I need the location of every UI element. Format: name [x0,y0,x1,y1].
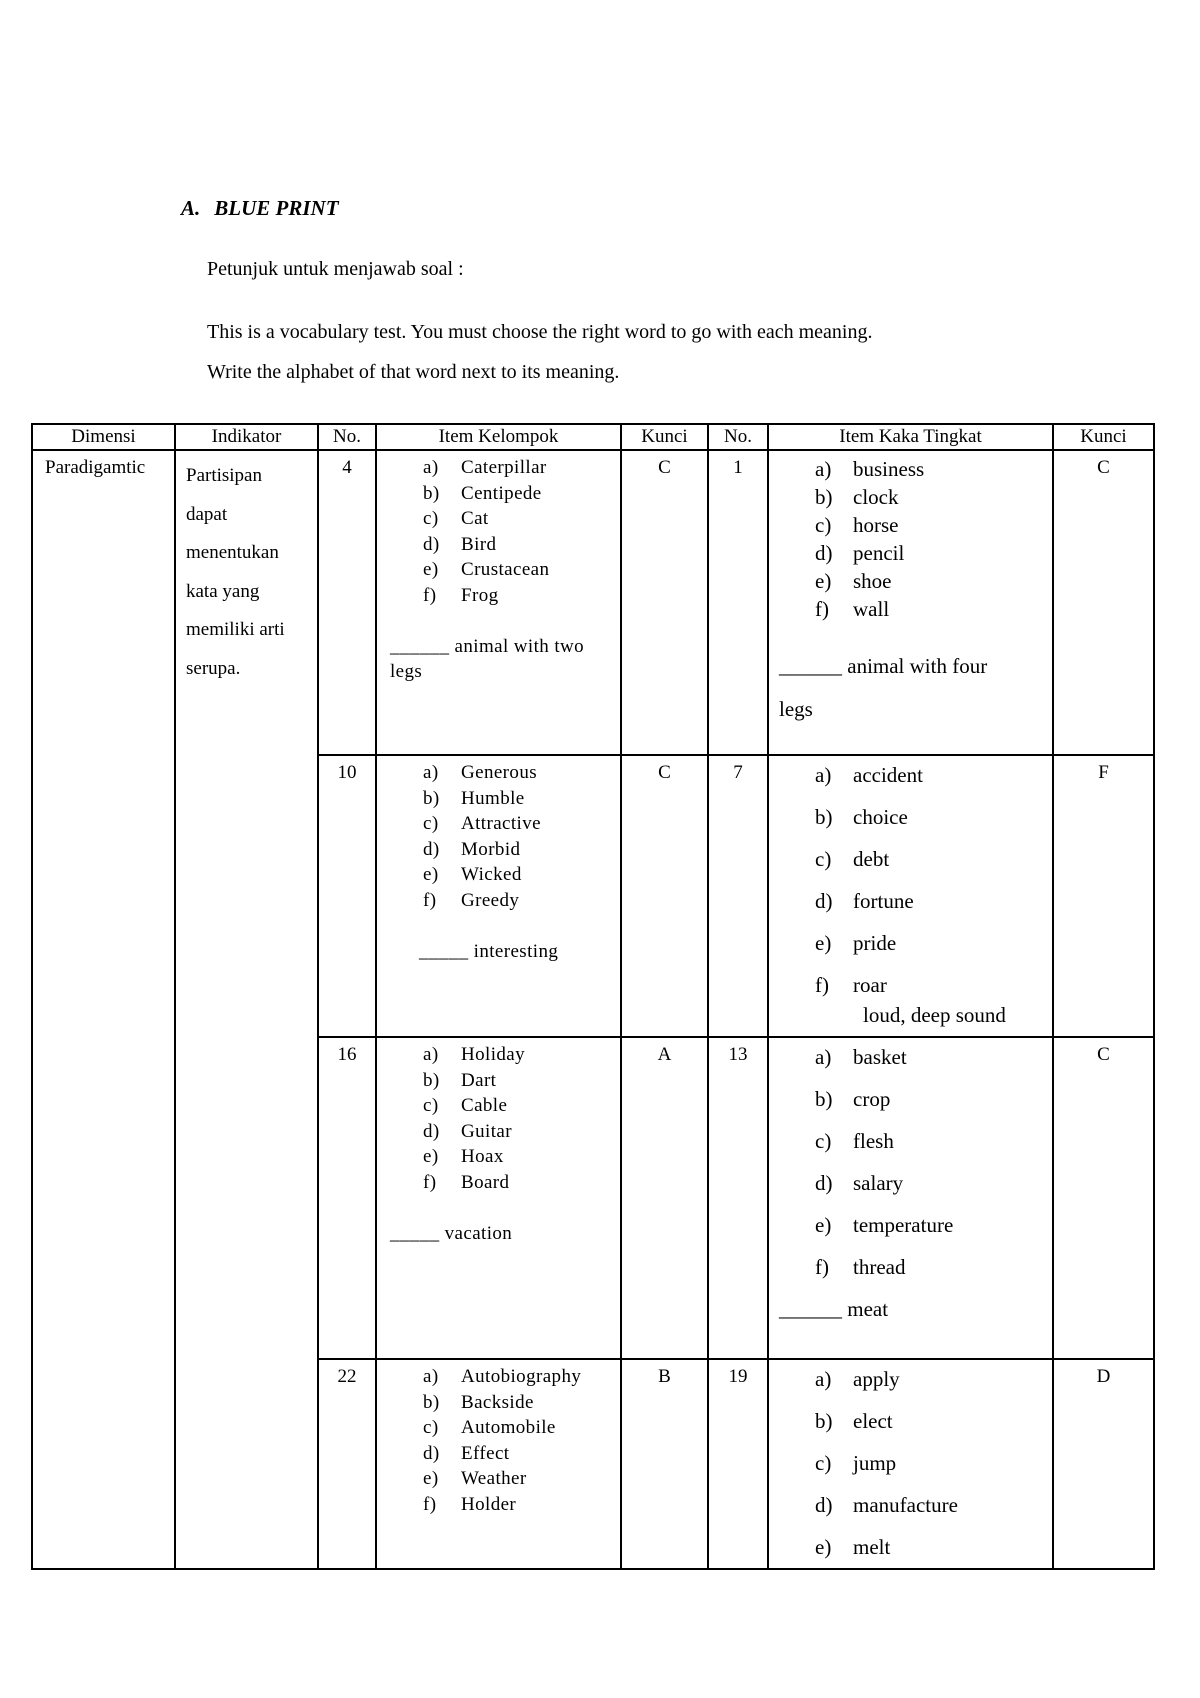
option-word: fortune [853,889,914,913]
dimensi-cell: Paradigamtic [32,450,175,1569]
option-word: jump [853,1451,897,1475]
option-letter: e) [423,864,439,885]
item-kelompok-cell [376,755,621,1037]
option [769,1358,1052,1400]
option-word: pencil [853,541,905,565]
option [377,583,620,609]
option-letter: e) [423,559,439,580]
option [769,796,1052,838]
option [769,1442,1052,1484]
option-letter: f) [423,1493,437,1515]
option-word: horse [853,513,899,537]
option-letter: a) [423,762,439,783]
kunci-cell: A [621,1037,708,1359]
question-stem: loud, deep sound [863,1003,1006,1027]
option [377,532,620,558]
option-letter: a) [423,457,439,478]
kunci-cell: B [621,1359,708,1569]
no-cell: 22 [318,1359,376,1569]
option-word: choice [853,805,908,829]
option-list [769,1036,1052,1288]
question-stem: _____ interesting [419,941,559,962]
option-letter: a) [423,1044,439,1065]
option [377,1144,620,1170]
option-letter: c) [815,1129,832,1153]
option-word: clock [853,485,899,509]
option-word: basket [853,1045,907,1069]
header-item-kaka-tingkat: Item Kaka Tingkat [768,424,1053,450]
option-letter: b) [815,805,833,829]
option-word: Attractive [461,813,541,834]
option [377,1441,620,1467]
option-letter: f) [423,1171,437,1193]
option-word: shoe [853,569,892,593]
option-word: pride [853,931,897,955]
kunci-cell-2: D [1053,1359,1154,1569]
option-list [377,760,620,913]
option [377,862,620,888]
option-word: elect [853,1409,893,1433]
option [377,786,620,812]
option [769,1078,1052,1120]
header-no-2: No. [708,424,768,450]
option-word: Holiday [461,1044,526,1065]
option-word: melt [853,1535,891,1559]
option-letter: b) [815,1087,833,1111]
option-list [377,1042,620,1195]
option-list [769,1358,1052,1568]
option-letter: f) [423,889,437,911]
indikator-line: kata yang [186,580,260,602]
option-word: Weather [461,1468,527,1489]
instructions-line-2: Write the alphabet of that word next to its meaning. [207,361,620,383]
option-letter: c) [423,813,439,834]
no-cell: 16 [318,1037,376,1359]
header-item-kelompok: Item Kelompok [376,424,621,450]
option-word: flesh [853,1129,894,1153]
option-word: Frog [461,584,499,606]
option-word: Morbid [461,838,521,860]
option-word: Hoax [461,1146,504,1167]
header-kunci-2: Kunci [1053,424,1154,450]
option-letter: b) [423,1391,440,1413]
option-word: Effect [461,1442,510,1464]
option-letter: e) [423,1468,439,1489]
item-kaka-tingkat-cell [768,1359,1053,1569]
option [377,1415,620,1441]
item-kaka-tingkat-cell [768,1037,1053,1359]
option [377,811,620,837]
option-letter: a) [423,1366,439,1387]
option-word: crop [853,1087,891,1111]
option-word: manufacture [853,1493,958,1517]
option [377,1093,620,1119]
option-letter: d) [423,1120,440,1142]
option-letter: e) [815,569,832,593]
option-word: Board [461,1171,510,1193]
indikator-line: dapat [186,503,228,525]
item-kelompok-cell [376,1037,621,1359]
option-letter: d) [815,1171,833,1195]
option-letter: d) [815,889,833,913]
kunci-cell: C [621,755,708,1037]
option [377,1390,620,1416]
option [769,483,1052,511]
option [377,557,620,583]
option-word: Dart [461,1069,497,1091]
option [769,539,1052,567]
kunci-cell: C [621,450,708,755]
item-kelompok-cell [376,1359,621,1569]
option [769,964,1052,1006]
option-letter: c) [423,1417,439,1438]
no-cell: 4 [318,450,376,755]
indikator-line: Partisipan [186,465,262,486]
option-letter: e) [815,1213,832,1237]
option [377,1068,620,1094]
option-letter: e) [815,931,832,955]
option [769,754,1052,796]
option-letter: d) [423,1442,440,1464]
option-word: Bird [461,533,497,555]
no-cell-2: 19 [708,1359,768,1569]
option-letter: c) [815,513,832,537]
option-word: salary [853,1171,904,1195]
blueprint-table [31,423,1155,1570]
no-cell: 10 [318,755,376,1037]
option [769,1120,1052,1162]
option [377,837,620,863]
option-word: Caterpillar [461,457,547,478]
section-title: BLUE PRINT [214,196,339,220]
section-letter: A. [181,196,201,220]
option-letter: f) [423,584,437,606]
option [377,1466,620,1492]
no-cell-2: 7 [708,755,768,1037]
option [769,880,1052,922]
option [769,1036,1052,1078]
option [377,455,620,481]
option [769,922,1052,964]
option [377,1119,620,1145]
option-letter: a) [815,457,832,481]
option-list [377,455,620,608]
option-letter: c) [815,847,832,871]
option-letter: b) [423,787,440,809]
option-letter: c) [423,508,439,529]
option-letter: d) [423,533,440,555]
item-kelompok-cell [376,450,621,755]
option-letter: c) [423,1095,439,1116]
option-word: business [853,457,925,481]
option [377,1492,620,1518]
option [769,511,1052,539]
option-word: Guitar [461,1120,512,1142]
option-word: roar [853,973,887,997]
option-letter: d) [423,838,440,860]
option [377,506,620,532]
question-stem: _____ vacation [390,1223,513,1244]
option-word: Cat [461,508,489,529]
header-no: No. [318,424,376,450]
option-list [769,754,1052,1006]
option-letter: f) [815,1255,829,1279]
option [377,481,620,507]
indikator-line: serupa. [186,657,241,679]
header-dimensi: Dimensi [32,424,175,450]
instructions-label: Petunjuk untuk menjawab soal : [207,258,464,280]
option-letter: e) [815,1535,832,1559]
option-word: wall [853,597,890,621]
option-letter: d) [815,541,833,565]
option-word: debt [853,847,890,871]
header-kunci: Kunci [621,424,708,450]
option-word: Automobile [461,1417,556,1438]
option [769,838,1052,880]
option-letter: c) [815,1451,832,1475]
option [377,760,620,786]
option [377,888,620,914]
option-word: Generous [461,762,538,783]
option-letter: b) [423,1069,440,1091]
option-letter: b) [815,1409,833,1433]
item-kaka-tingkat-cell [768,450,1053,755]
option-word: thread [853,1255,906,1279]
option-list [769,455,1052,623]
kunci-cell-2: C [1053,1037,1154,1359]
option-letter: f) [815,597,829,621]
option-word: Crustacean [461,559,550,580]
question-stem: ______ animal with four [779,654,988,678]
option [377,1042,620,1068]
option [769,455,1052,483]
option-word: Backside [461,1391,534,1413]
header-indikator: Indikator [175,424,318,450]
option-letter: b) [815,485,833,509]
option-word: Wicked [461,864,522,885]
option-word: Centipede [461,482,542,504]
indikator-line: memiliki arti [186,619,285,640]
option-letter: a) [815,763,832,787]
question-stem: ______ animal with two [390,636,585,657]
question-stem-cont: legs [779,697,813,721]
option-word: Cable [461,1095,508,1116]
option-word: apply [853,1367,900,1391]
option-list [377,1364,620,1517]
option [377,1364,620,1390]
header-row [32,424,1154,450]
no-cell-2: 13 [708,1037,768,1359]
option-letter: f) [815,973,829,997]
option [769,1162,1052,1204]
item-kaka-tingkat-cell [768,755,1053,1037]
option [769,1204,1052,1246]
instructions-line-1: This is a vocabulary test. You must choose the right word to go with each meaning. [207,321,873,343]
option-letter: d) [815,1493,833,1517]
option-letter: a) [815,1045,832,1069]
option [377,1170,620,1196]
option-word: temperature [853,1213,954,1237]
option [769,1484,1052,1526]
kunci-cell-2: C [1053,450,1154,755]
option-word: Humble [461,787,525,809]
option-word: accident [853,763,923,787]
option-letter: e) [423,1146,439,1167]
option [769,1246,1052,1288]
question-stem: ______ meat [779,1297,889,1321]
question-stem-cont: legs [390,661,423,682]
kunci-cell-2: F [1053,755,1154,1037]
indikator-cell [175,450,318,1569]
option-word: Greedy [461,889,520,911]
option-word: Autobiography [461,1366,582,1387]
option-word: Holder [461,1493,517,1515]
indikator-line: menentukan [186,542,279,563]
option-letter: b) [423,482,440,504]
no-cell-2: 1 [708,450,768,755]
table-row [32,450,1154,755]
option-letter: a) [815,1367,832,1391]
option [769,567,1052,595]
option [769,1526,1052,1568]
option [769,595,1052,623]
section-heading [181,196,339,221]
option [769,1400,1052,1442]
